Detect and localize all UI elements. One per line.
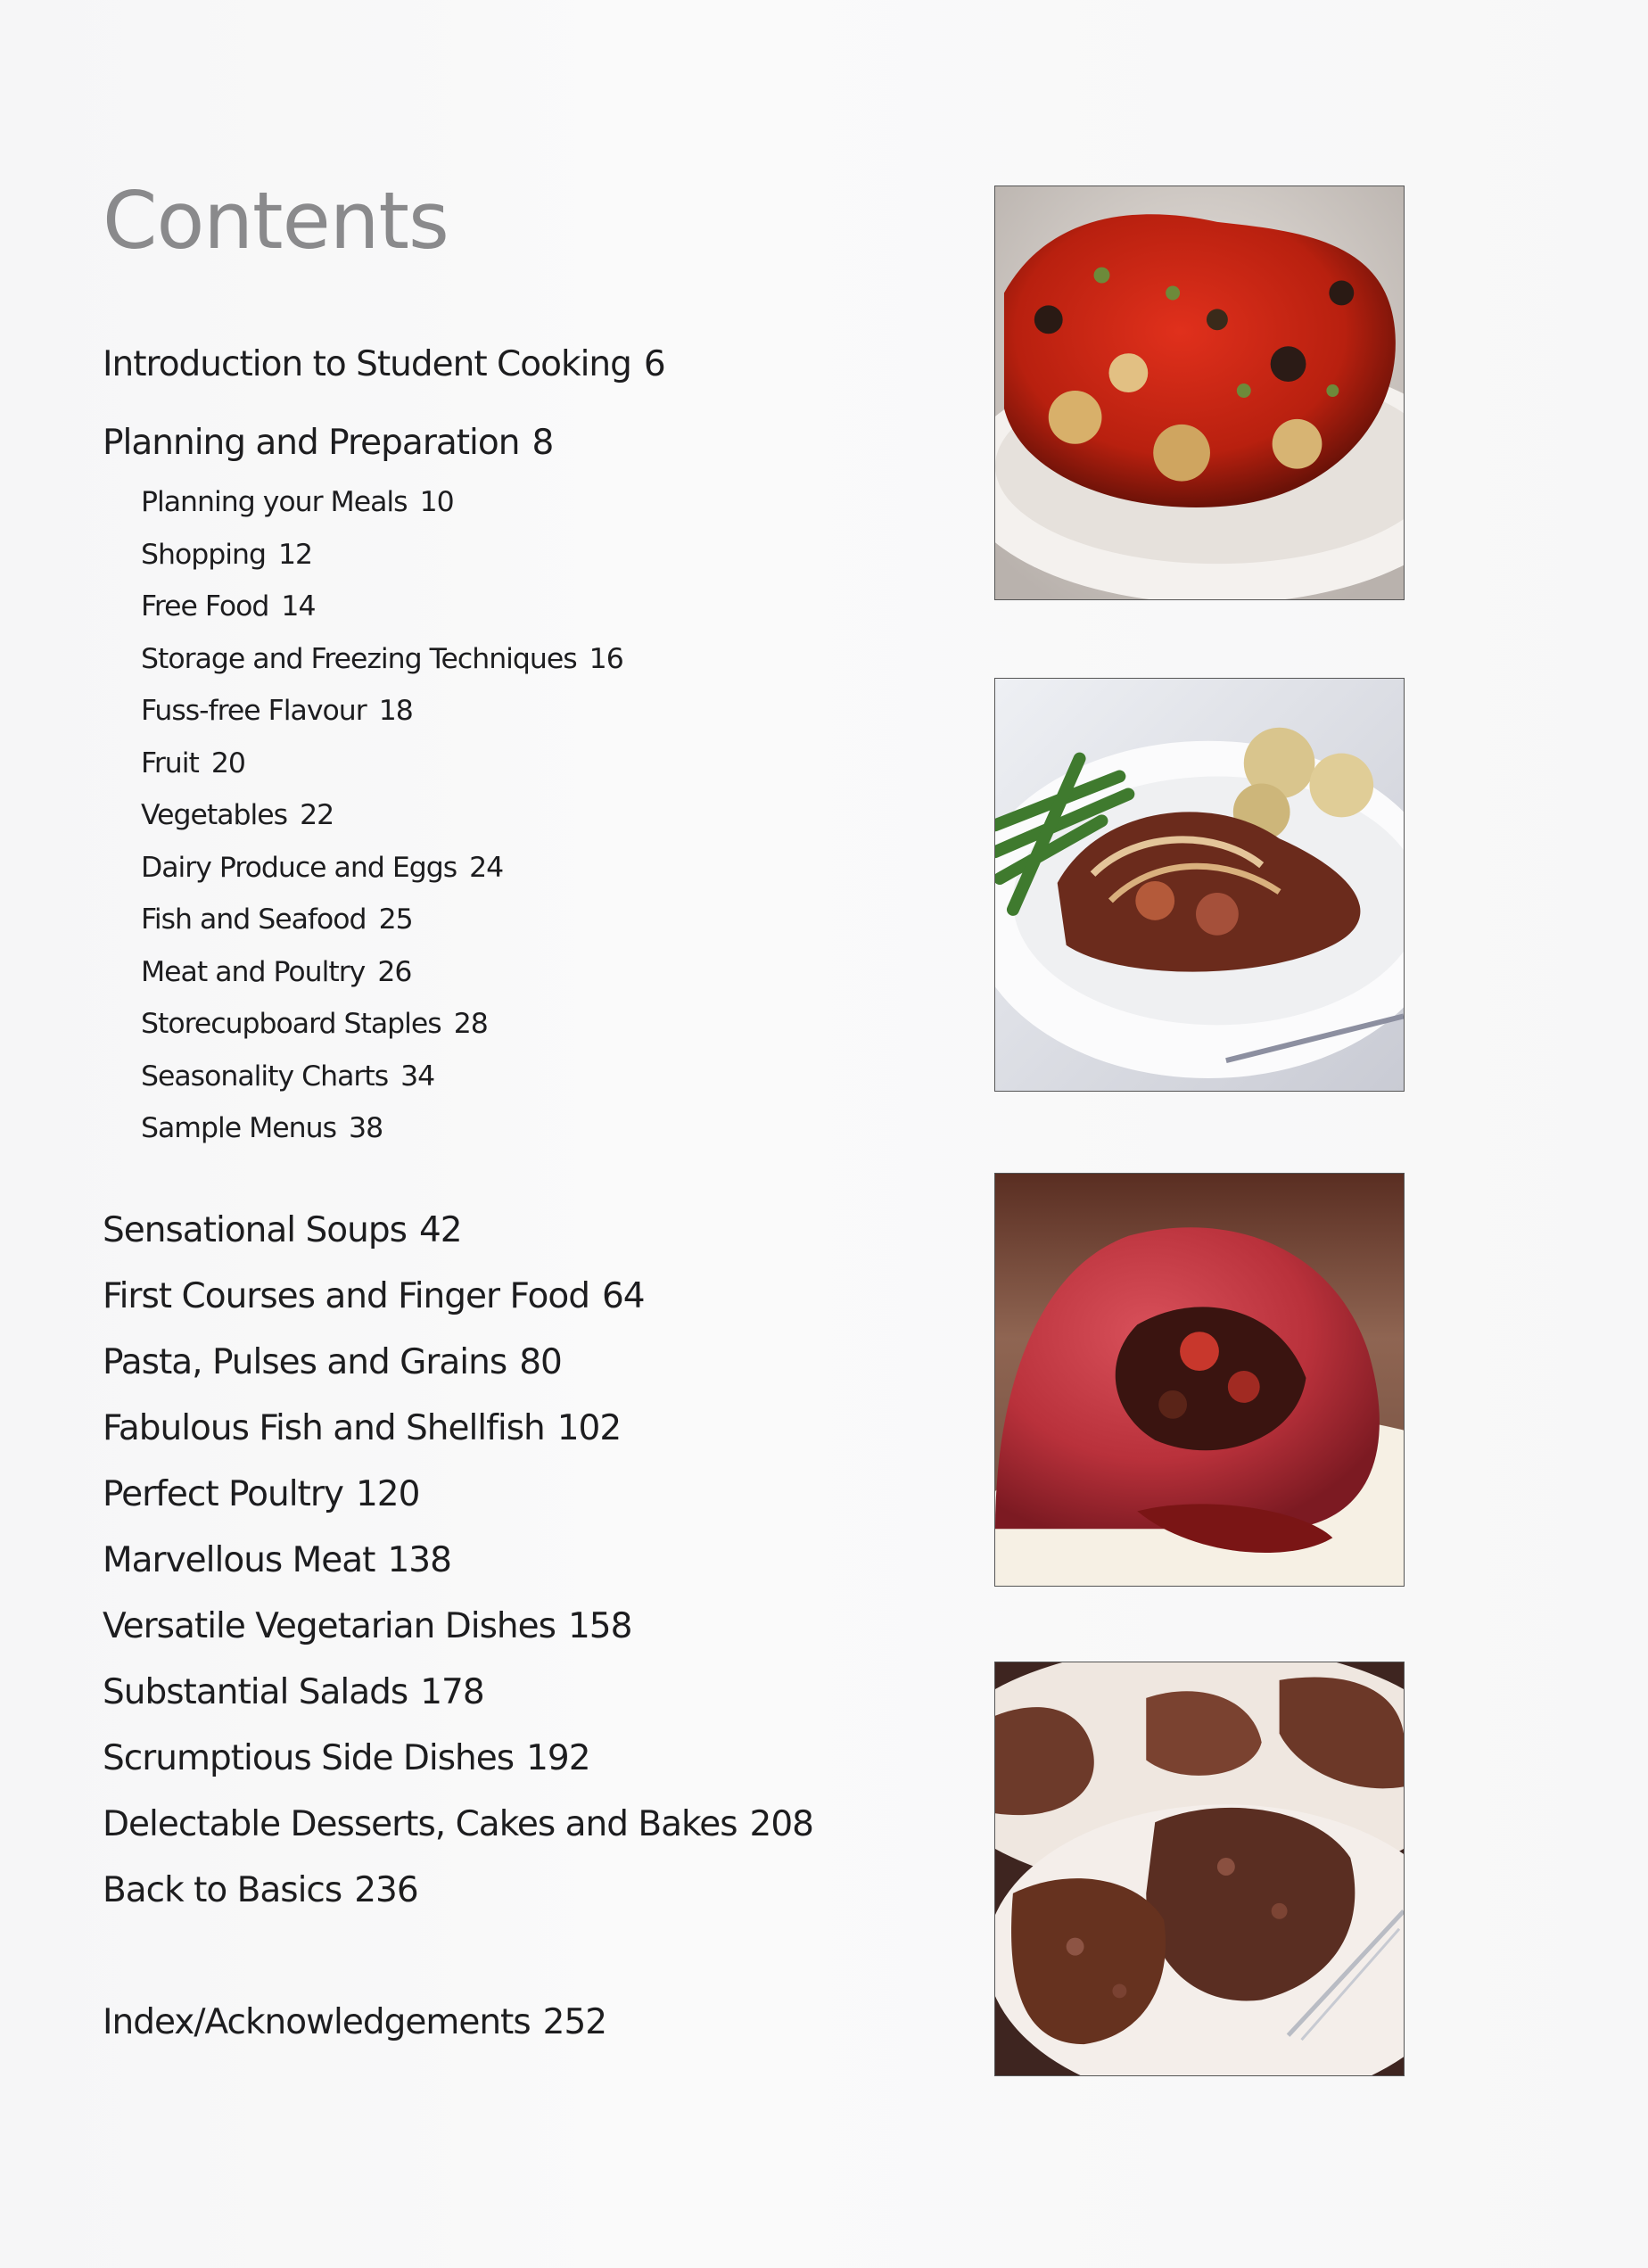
table-of-contents <box>103 332 905 2056</box>
toc-subentry[interactable] <box>103 685 905 738</box>
toc-entry-page: 80 <box>519 1341 562 1382</box>
toc-subentry[interactable] <box>103 738 905 790</box>
toc-chapter[interactable] <box>103 1660 905 1726</box>
toc-entry-page: 10 <box>419 486 454 518</box>
toc-entry-page: 120 <box>355 1473 420 1514</box>
toc-entry-label: Vegetables <box>141 799 288 831</box>
toc-entry-label: Planning and Preparation <box>103 423 520 463</box>
toc-chapter[interactable] <box>103 1792 905 1858</box>
toc-subentry[interactable] <box>103 529 905 581</box>
toc-entry-planning[interactable] <box>103 410 905 476</box>
toc-entry-label: Seasonality Charts <box>141 1060 389 1093</box>
page-title: Contents <box>103 175 449 267</box>
toc-entry-label: Sample Menus <box>141 1112 337 1144</box>
toc-entry-label: Fish and Seafood <box>141 903 367 936</box>
toc-entry-page: 25 <box>378 903 413 936</box>
toc-chapter[interactable] <box>103 1858 905 1924</box>
toc-entry-page: 16 <box>589 642 623 675</box>
toc-entry-page: 138 <box>387 1539 451 1580</box>
toc-entry-page: 14 <box>281 590 316 623</box>
toc-entry-label: Pasta, Pulses and Grains <box>103 1341 507 1382</box>
toc-entry-page: 178 <box>420 1671 484 1712</box>
toc-entry-label: Fruit <box>141 746 199 779</box>
toc-entry-page: 192 <box>526 1737 590 1778</box>
toc-subentry[interactable] <box>103 1051 905 1103</box>
steak-pudding-photo <box>994 1173 1405 1587</box>
toc-chapter[interactable] <box>103 1396 905 1462</box>
toc-entry-introduction[interactable] <box>103 332 905 398</box>
toc-entry-label: Storage and Freezing Techniques <box>141 642 577 675</box>
toc-entry-page: 38 <box>349 1112 383 1144</box>
toc-entry-label: Marvellous Meat <box>103 1539 375 1580</box>
toc-entry-label: Dairy Produce and Eggs <box>141 851 457 884</box>
toc-entry-page: 26 <box>377 955 412 988</box>
toc-entry-page: 28 <box>453 1008 488 1040</box>
toc-subentry[interactable] <box>103 894 905 946</box>
toc-chapter[interactable] <box>103 1594 905 1660</box>
toc-chapter[interactable] <box>103 1726 905 1792</box>
toc-subentry[interactable] <box>103 946 905 999</box>
toc-entry-page: 158 <box>567 1605 632 1646</box>
toc-entry-page: 236 <box>354 1869 418 1910</box>
toc-entry-label: Fuss-free Flavour <box>141 695 367 727</box>
toc-entry-page: 18 <box>378 695 413 727</box>
toc-entry-label: Storecupboard Staples <box>141 1008 441 1040</box>
toc-entry-label: Shopping <box>141 538 266 571</box>
toc-entry-label: Planning your Meals <box>141 486 408 518</box>
toc-entry-label: Meat and Poultry <box>141 955 366 988</box>
toc-entry-label: Substantial Salads <box>103 1671 408 1712</box>
toc-entry-page: 6 <box>643 344 665 384</box>
toc-entry-label: Scrumptious Side Dishes <box>103 1737 515 1778</box>
toc-entry-page: 64 <box>601 1275 645 1316</box>
toc-chapter[interactable] <box>103 1264 905 1330</box>
liver-and-onions-photo <box>994 678 1405 1092</box>
toc-entry-page: 22 <box>300 799 334 831</box>
toc-entry-label: Sensational Soups <box>103 1209 407 1250</box>
toc-subentry[interactable] <box>103 476 905 529</box>
toc-chapter[interactable] <box>103 1330 905 1396</box>
toc-subentry[interactable] <box>103 998 905 1051</box>
toc-entry-label: Delectable Desserts, Cakes and Bakes <box>103 1803 737 1844</box>
toc-chapter[interactable] <box>103 1198 905 1264</box>
brownies-photo <box>994 1662 1405 2076</box>
toc-entry-page: 252 <box>542 2001 607 2042</box>
toc-entry-label: First Courses and Finger Food <box>103 1275 589 1316</box>
toc-entry-page: 102 <box>556 1407 622 1448</box>
toc-entry-index[interactable] <box>103 1990 905 2056</box>
toc-entry-page: 42 <box>418 1209 462 1250</box>
toc-subentry[interactable] <box>103 789 905 842</box>
toc-entry-label: Perfect Poultry <box>103 1473 343 1514</box>
toc-entry-page: 34 <box>400 1060 435 1093</box>
toc-entry-page: 20 <box>210 746 245 779</box>
toc-chapter[interactable] <box>103 1528 905 1594</box>
toc-subentry[interactable] <box>103 633 905 686</box>
toc-entry-label: Back to Basics <box>103 1869 342 1910</box>
toc-entry-page: 8 <box>531 423 554 463</box>
toc-entry-page: 24 <box>469 851 504 884</box>
toc-entry-label: Versatile Vegetarian Dishes <box>103 1605 556 1646</box>
toc-entry-label: Introduction to Student Cooking <box>103 344 631 384</box>
toc-entry-label: Fabulous Fish and Shellfish <box>103 1407 545 1448</box>
toc-subentry[interactable] <box>103 842 905 895</box>
toc-subentry[interactable] <box>103 1102 905 1155</box>
toc-entry-page: 208 <box>749 1803 813 1844</box>
toc-subentry[interactable] <box>103 581 905 633</box>
toc-chapter[interactable] <box>103 1462 905 1528</box>
toc-entry-label: Free Food <box>141 590 269 623</box>
ratatouille-photo <box>994 186 1405 600</box>
toc-entry-page: 12 <box>277 538 313 571</box>
toc-entry-label: Index/Acknowledgements <box>103 2001 531 2042</box>
